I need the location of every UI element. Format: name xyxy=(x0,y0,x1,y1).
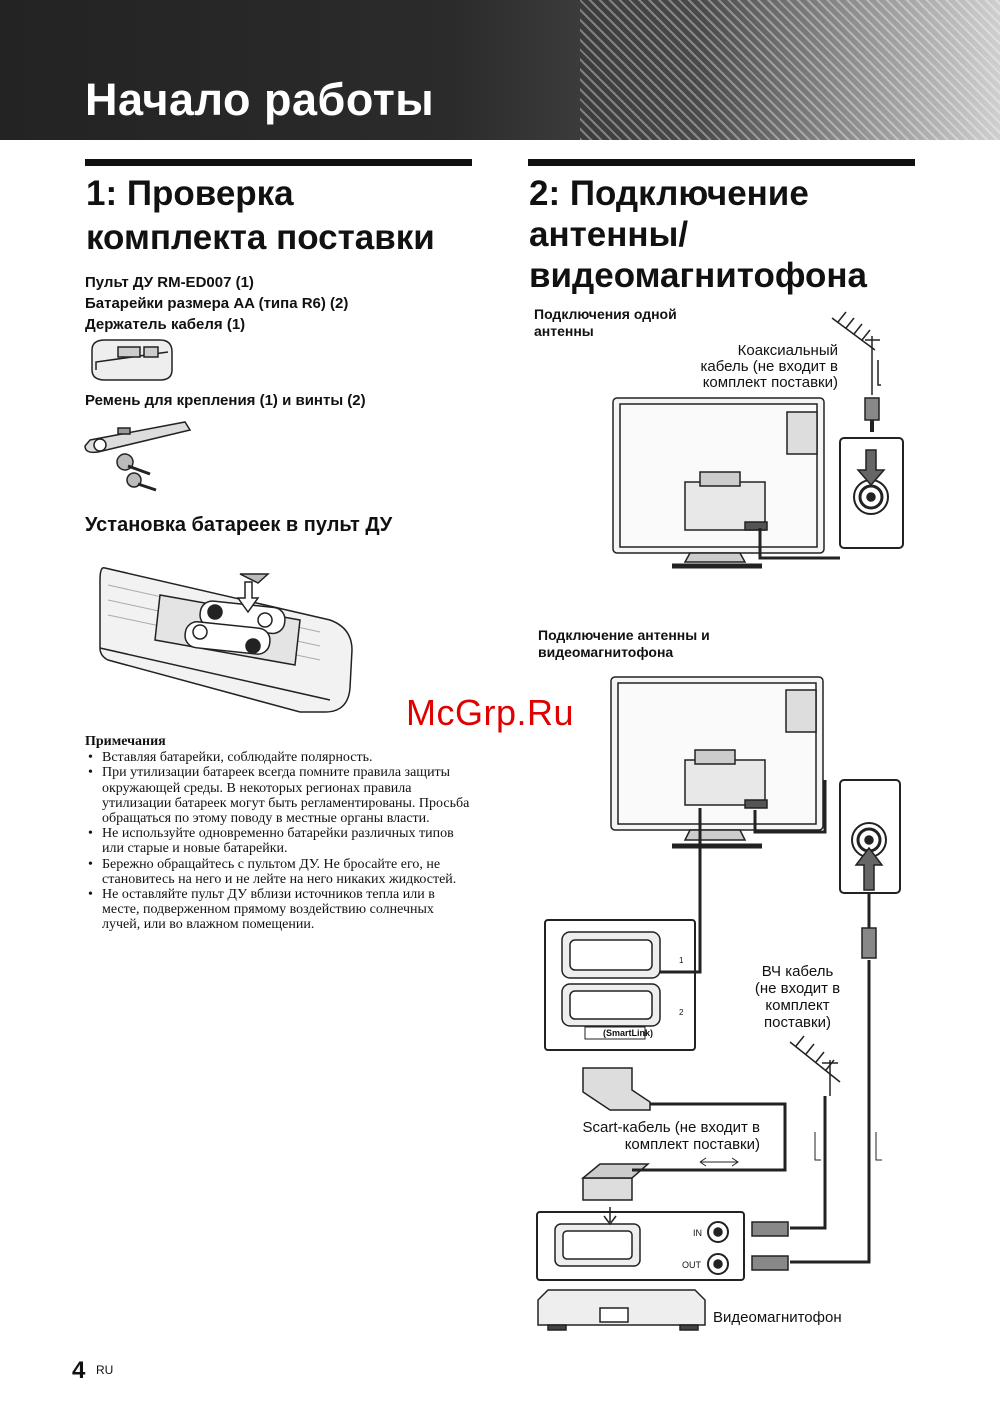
rf-label-line1: ВЧ кабель xyxy=(761,963,834,980)
package-item-batteries: Батарейки размера AA (типа R6) (2) xyxy=(85,295,349,312)
section2-title-line2: антенны/ xyxy=(529,215,689,254)
antenna-illustration-2 xyxy=(790,1036,840,1096)
diagram1-heading-line2: антенны xyxy=(534,323,594,339)
section1-title-line2: комплекта поставки xyxy=(86,218,435,257)
section1-title-line1: 1: Проверка xyxy=(86,174,294,213)
in-plug-illustration xyxy=(752,1222,788,1236)
section2-title-line1: 2: Подключение xyxy=(529,174,809,213)
double-arrow-icon xyxy=(700,1158,738,1166)
strap-screws-illustration xyxy=(85,422,190,490)
vcr-label: Видеомагнитофон xyxy=(713,1309,842,1326)
diagram1-heading-line1: Подключения одной xyxy=(534,306,677,322)
package-item-remote: Пульт ДУ RM-ED007 (1) xyxy=(85,274,254,291)
tv-back-illustration-1 xyxy=(613,398,824,566)
package-item-cable-holder: Держатель кабеля (1) xyxy=(85,316,246,333)
page-language: RU xyxy=(96,1363,114,1377)
antenna-illustration-1 xyxy=(832,312,881,395)
rf-plug-illustration xyxy=(862,928,876,958)
note-item: • При утилизации батареек всегда помните правила защиты окружающей среды. В некоторых регионах правила утилизации батареек могут быть регламентированы. Просьба обращаться по этому поводу в местные органы власти. xyxy=(85,765,475,826)
scart-label-line1: Scart-кабель (не входит в xyxy=(582,1119,760,1136)
diagram2-heading-line1: Подключение антенны и xyxy=(538,627,710,643)
notes-title: Примечания xyxy=(85,734,166,749)
note-item: • Бережно обращайтесь с пультом ДУ. Не бросайте его, не становитесь на него и не лейте на него никаких жидкостей. xyxy=(85,857,475,887)
remote-illustration xyxy=(100,568,352,712)
out-port-label: OUT xyxy=(682,1260,701,1270)
coax-label-line1: Коаксиальный xyxy=(737,342,838,359)
note-item: • Не используйте одновременно батарейки различных типов или старые и новые батарейки. xyxy=(85,826,475,856)
scart-plug-illustration-1 xyxy=(583,1068,650,1110)
note-item: • Не оставляйте пульт ДУ вблизи источников тепла или в месте, подверженном прямому воздействию солнечных лучей, или во влажном помещении. xyxy=(85,887,475,933)
package-item-strap: Ремень для крепления (1) и винты (2) xyxy=(85,392,366,409)
note-item: • Вставляя батарейки, соблюдайте полярность. xyxy=(85,750,475,765)
diagram2-heading-line2: видеомагнитофона xyxy=(538,644,674,660)
vcr-back-panel-illustration xyxy=(537,1207,744,1280)
scart1-number: 1 xyxy=(679,956,684,965)
coax-label-line2: кабель (не входит в xyxy=(700,358,838,375)
wall-socket-illustration-2 xyxy=(840,780,900,893)
wall-socket-illustration-1 xyxy=(840,438,903,548)
cable-holder-illustration xyxy=(92,340,172,380)
coax-plug-illustration-1 xyxy=(865,398,879,432)
out-plug-illustration xyxy=(752,1256,788,1270)
battery-heading: Установка батареек в пульт ДУ xyxy=(85,514,393,536)
scart2-number: 2 xyxy=(679,1008,684,1017)
page-title: Начало работы xyxy=(85,74,435,125)
scart-label-line2: комплект поставки) xyxy=(624,1136,760,1153)
rf-label-line4: поставки) xyxy=(764,1014,831,1031)
smartlink-text: (SmartLink) xyxy=(603,1028,654,1038)
page-number: 4 xyxy=(72,1357,86,1384)
watermark: McGrp.Ru xyxy=(406,692,575,733)
tv-back-illustration-2 xyxy=(611,677,823,846)
in-port-label: IN xyxy=(693,1228,702,1238)
rf-label-line3: комплект xyxy=(765,997,830,1014)
coax-label-line3: комплект поставки) xyxy=(702,374,838,391)
section2-title-line3: видеомагнитофона xyxy=(529,256,867,295)
vcr-front-illustration xyxy=(538,1290,705,1330)
rf-label-line2: (не входит в xyxy=(754,980,841,997)
